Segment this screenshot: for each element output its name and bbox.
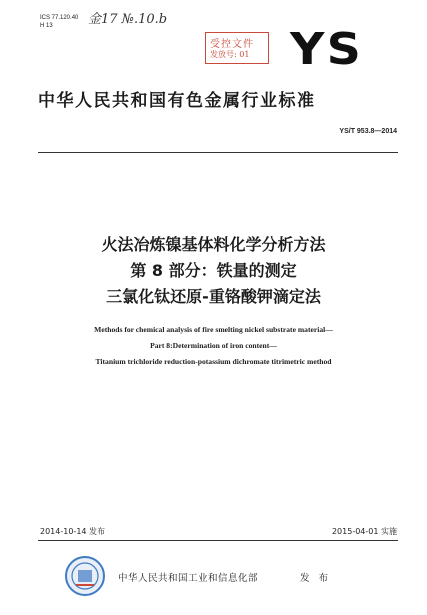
controlled-document-stamp: [205, 32, 269, 64]
issuing-authority: 中华人民共和国工业和信息化部: [118, 573, 259, 584]
header-divider: [38, 152, 398, 153]
standard-number: YS/T 953.8—2014: [339, 128, 397, 135]
footer-divider: [38, 540, 398, 541]
title-en-line-3: Titanium trichloride reduction-potassium dichromate titrimetric method: [95, 357, 332, 366]
title-cn-line-3: 三氯化钛还原-重铬酸钾滴定法: [106, 287, 321, 306]
stamp-line-1: 受控文件: [210, 39, 254, 50]
title-en-line-2: Part 8:Determination of iron content—: [150, 341, 277, 350]
title-cn-line-2: 第 8 部分：铁量的测定: [130, 261, 297, 280]
ccs-code: H 13: [40, 23, 53, 29]
implementation-date: 2015-04-01 实施: [331, 527, 397, 536]
classification-codes: [40, 14, 78, 30]
title-en-line-1: Methods for chemical analysis of fire smelting nickel substrate material—: [94, 325, 333, 334]
stamp-line-2: 发放号: 01: [210, 50, 250, 59]
standard-type-title: 中华人民共和国有色金属行业标准: [38, 91, 316, 111]
ministry-emblem-icon: [64, 555, 106, 597]
title-cn-line-1: 火法冶炼镍基体料化学分析方法: [101, 235, 326, 254]
ics-code: ICS 77.120.40: [40, 15, 79, 21]
ys-logo: YS: [290, 24, 363, 75]
issue-date: 2014-10-14 发布: [40, 527, 106, 536]
handwritten-note: 金17 №.10.b: [88, 12, 168, 27]
publish-label: 发 布: [300, 573, 332, 584]
